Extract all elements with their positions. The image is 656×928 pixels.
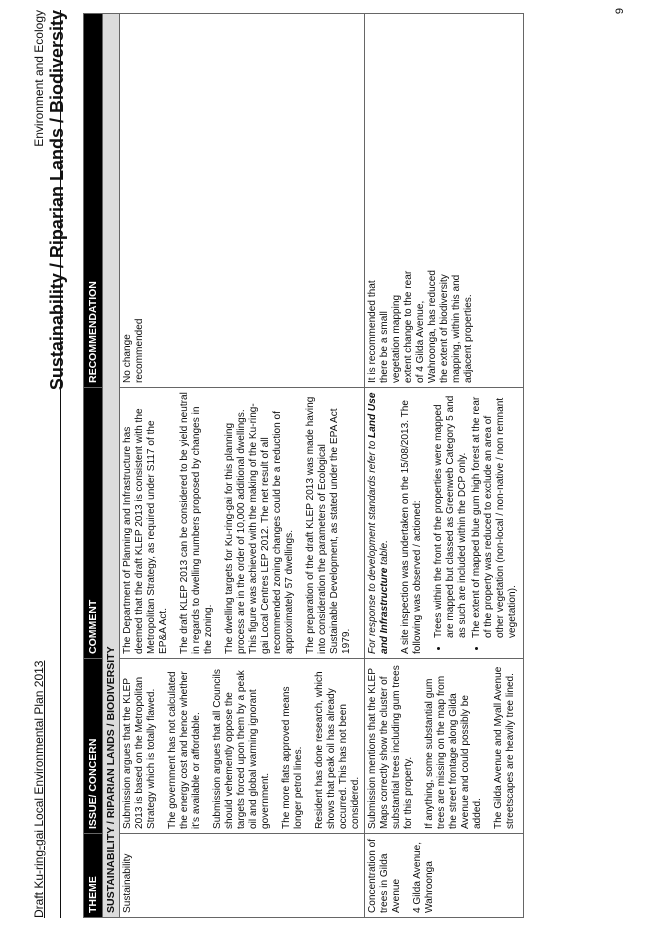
comment-bullets bbox=[433, 392, 519, 654]
comment-text: The draft KLEP 2013 can be considered to be yield neutral in regards to dwelling numbers proposed by changes in the zoning. bbox=[179, 392, 214, 654]
theme-line: Concentration of trees in Gilda Avenue bbox=[367, 838, 402, 913]
issue-cell bbox=[365, 659, 524, 834]
recommendation-text: It is recommended that there be a small vegetation mapping extent change to the rear of 4 Gilda Avenue, Wahroonga, has reduced the extent of biodiversity mapping, within this and adjacent properties. bbox=[367, 270, 474, 383]
issue-text: Submission argues that all Councils should vehemently oppose the targets forced upon them by a peak oil and global warming ignorant government. bbox=[212, 669, 271, 829]
list-item: • Trees within the front of the properties were mapped are mapped but classed as Greenweb Category 5 and as such are included within the DCP only. bbox=[433, 392, 469, 638]
section-row bbox=[103, 14, 120, 918]
recommendation-cell bbox=[365, 14, 524, 388]
col-theme: THEME bbox=[84, 834, 103, 918]
recommendation-cell bbox=[120, 14, 365, 388]
document-title: Draft Ku-ring-gai Local Environmental Plan 2013 bbox=[32, 660, 46, 918]
theme-cell: Sustainability bbox=[120, 834, 365, 918]
ref-suffix: table. bbox=[379, 540, 390, 568]
recommendation-text: No change recommended bbox=[122, 318, 145, 383]
col-issue: ISSUE/ CONCERN bbox=[84, 659, 103, 834]
list-item: • The extent of mapped blue gum high forest at the rear of the property was reduced to exclude an area of other vegetation (non-local / non-native / non remnant vegetation). bbox=[471, 392, 519, 638]
comment-text: The dwelling targets for Ku-ring-gai for this planning process are in the order of 10,000 additional dwellings. This figure was achieved with the making of the Ku-ring-gai Local Centres LEP 2012. The net result of all recommended zoning changes could be a reduction of approximately 57 dwellings. bbox=[224, 403, 295, 654]
table-row bbox=[365, 14, 524, 918]
issue-cell bbox=[120, 659, 365, 834]
section-title: Sustainability / Riparian Lands / Biodiversity bbox=[47, 10, 67, 391]
comment-reference bbox=[367, 392, 391, 654]
ref-prefix: For response to development standards refer to bbox=[367, 437, 378, 654]
issue-text: The more flats approved means longer petrol lines. bbox=[281, 686, 304, 829]
issue-text: The Gilda Avenue and Myall Avenue streetscapes are heavily tree lined. bbox=[493, 666, 516, 829]
col-comment: COMMENT bbox=[84, 388, 103, 659]
theme-line: 4 Gilda Avenue, Wahroonga bbox=[412, 841, 435, 913]
theme-cell bbox=[365, 834, 524, 918]
table-header-row bbox=[84, 14, 103, 918]
submissions-table bbox=[83, 13, 524, 918]
issue-text: Submission argues that the KLEP 2013 is based on the Metropolitan Strategy which is totally flawed. bbox=[122, 676, 157, 829]
section-label: SUSTAINABILITY / RIPARIAN LANDS / BIODIVERSITY bbox=[103, 14, 120, 918]
col-recommendation: RECOMMENDATION bbox=[84, 14, 103, 388]
comment-cell bbox=[365, 388, 524, 659]
ref-table-name: Land Use and Infrastructure bbox=[367, 392, 390, 654]
header-divider bbox=[60, 10, 61, 918]
comment-text: The preparation of the draft KLEP 2013 was made having into consideration the parameters of Ecological Sustainable Development, as stated under the EPA Act 1979. bbox=[305, 396, 352, 654]
issue-text: The government has not calculated the energy cost and hence whether it's available or affordable. bbox=[167, 671, 202, 829]
table-row bbox=[120, 14, 365, 918]
comment-text: A site inspection was undertaken on the 15/08/2013. The following was observed / actioned: bbox=[400, 399, 423, 654]
issue-text: Submission mentions that the KLEP Maps correctly show the cluster of substantial trees including gum trees for this property. bbox=[367, 665, 414, 829]
comment-text: The Department of Planning and Infrastructure has deemed that the draft KLEP 2013 is consistent with the Metropolitan Strategy, as required under S117 of the EP&A Act. bbox=[122, 408, 169, 654]
issue-text: If anything, some substantial gum trees are missing on the map from the street frontage along Gilda Avenue and could possibly be added. bbox=[424, 675, 483, 829]
issue-text: Resident has done research, which shows that peak oil has already occurred. This has not been considered. bbox=[314, 671, 361, 829]
page-number: 9 bbox=[614, 8, 626, 15]
section-subtitle: Environment and Ecology bbox=[32, 10, 46, 147]
comment-cell bbox=[120, 388, 365, 659]
